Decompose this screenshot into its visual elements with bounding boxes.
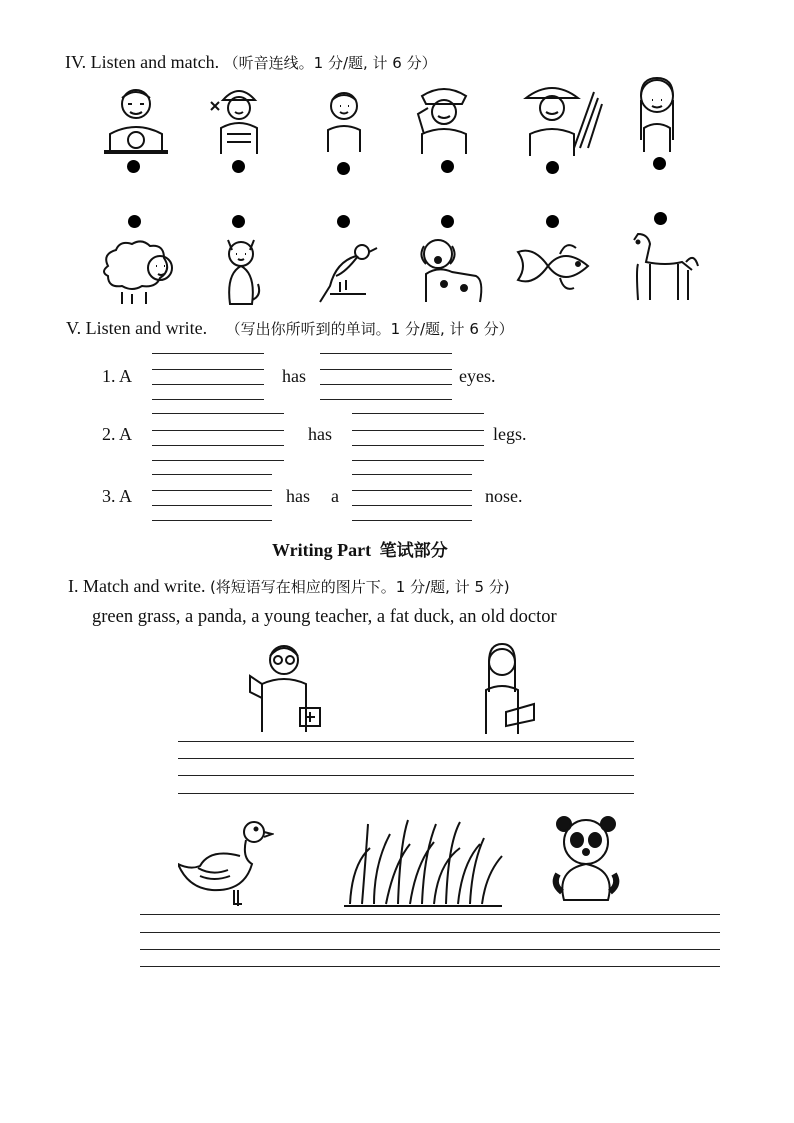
match-dot[interactable] [337, 162, 350, 175]
girl-icon [630, 74, 684, 154]
writing-line[interactable] [152, 413, 284, 414]
bird-icon [316, 240, 378, 306]
match-dot[interactable] [654, 212, 667, 225]
writing-line[interactable] [320, 399, 452, 400]
worker-icon [205, 82, 273, 158]
section5-title: V. Listen and write. （写出你所听到的单词。1 分/题, 计 6 分） [66, 318, 514, 338]
answer-line[interactable] [178, 741, 634, 742]
item-verb: has [308, 424, 332, 444]
writing-line[interactable] [352, 490, 472, 491]
writing-line[interactable] [352, 520, 472, 521]
match-dot[interactable] [441, 160, 454, 173]
section4-title: IV. Listen and match. （听音连线。1 分/题, 计 6 分） [65, 52, 437, 72]
match-dot[interactable] [653, 157, 666, 170]
match-dot[interactable] [128, 215, 141, 228]
writing-line[interactable] [352, 445, 484, 446]
answer-line[interactable] [178, 775, 634, 776]
writing-line[interactable] [152, 353, 264, 354]
goldfish-icon [514, 236, 594, 300]
dog-icon [414, 232, 488, 304]
item-article: a [331, 486, 339, 506]
match-dot[interactable] [546, 215, 559, 228]
writing-line[interactable] [352, 474, 472, 475]
answer-line[interactable] [140, 914, 720, 915]
answer-line[interactable] [178, 758, 634, 759]
cat-icon [218, 234, 264, 306]
writing-line[interactable] [152, 520, 272, 521]
match-dot[interactable] [441, 215, 454, 228]
item-number: 1. A [102, 366, 133, 386]
item-number: 2. A [102, 424, 133, 444]
writing-line[interactable] [352, 430, 484, 431]
boy-icon [318, 88, 370, 154]
duck-icon [178, 818, 274, 910]
item-number: 3. A [102, 486, 133, 506]
writing-line[interactable] [320, 384, 452, 385]
horse-icon [624, 230, 700, 302]
writing-line[interactable] [320, 369, 452, 370]
section5-note: （写出你所听到的单词。1 分/题, 计 6 分） [225, 320, 514, 338]
answer-line[interactable] [140, 966, 720, 967]
teacher-icon [478, 640, 542, 736]
writing-line[interactable] [152, 369, 264, 370]
soldier-icon [410, 82, 478, 156]
match-dot[interactable] [232, 215, 245, 228]
writing-line[interactable] [352, 460, 484, 461]
item-ending: nose. [485, 486, 523, 506]
panda-icon [550, 814, 622, 904]
writing-line[interactable] [152, 430, 284, 431]
match-dot[interactable] [127, 160, 140, 173]
item-ending: legs. [493, 424, 527, 444]
doctor-icon [246, 640, 326, 736]
answer-line[interactable] [140, 932, 720, 933]
writing-line[interactable] [152, 445, 284, 446]
writing-line[interactable] [152, 460, 284, 461]
writing-line[interactable] [152, 384, 264, 385]
answer-line[interactable] [140, 949, 720, 950]
section4-note: （听音连线。1 分/题, 计 6 分） [223, 54, 437, 72]
writing-section1-note: (将短语写在相应的图片下。1 分/题, 计 5 分) [209, 578, 510, 596]
grass-icon [340, 818, 506, 908]
writing-line[interactable] [320, 353, 452, 354]
writing-line[interactable] [152, 490, 272, 491]
writing-section1-title: I. Match and write. (将短语写在相应的图片下。1 分/题, 计 5 分) [68, 576, 510, 596]
writing-line[interactable] [352, 505, 472, 506]
answer-line[interactable] [178, 793, 634, 794]
item-ending: eyes. [459, 366, 496, 386]
sheep-icon [98, 236, 182, 306]
writing-line[interactable] [352, 413, 484, 414]
writing-line[interactable] [152, 505, 272, 506]
writing-line[interactable] [152, 399, 264, 400]
match-dot[interactable] [232, 160, 245, 173]
match-dot[interactable] [337, 215, 350, 228]
writing-line[interactable] [152, 474, 272, 475]
writing-part-heading: Writing Part 笔试部分 [272, 540, 448, 561]
driver-icon [100, 82, 172, 158]
item-verb: has [286, 486, 310, 506]
item-verb: has [282, 366, 306, 386]
match-dot[interactable] [546, 161, 559, 174]
phrase-list: green grass, a panda, a young teacher, a fat duck, an old doctor [92, 607, 557, 627]
farmer-icon [518, 78, 604, 158]
